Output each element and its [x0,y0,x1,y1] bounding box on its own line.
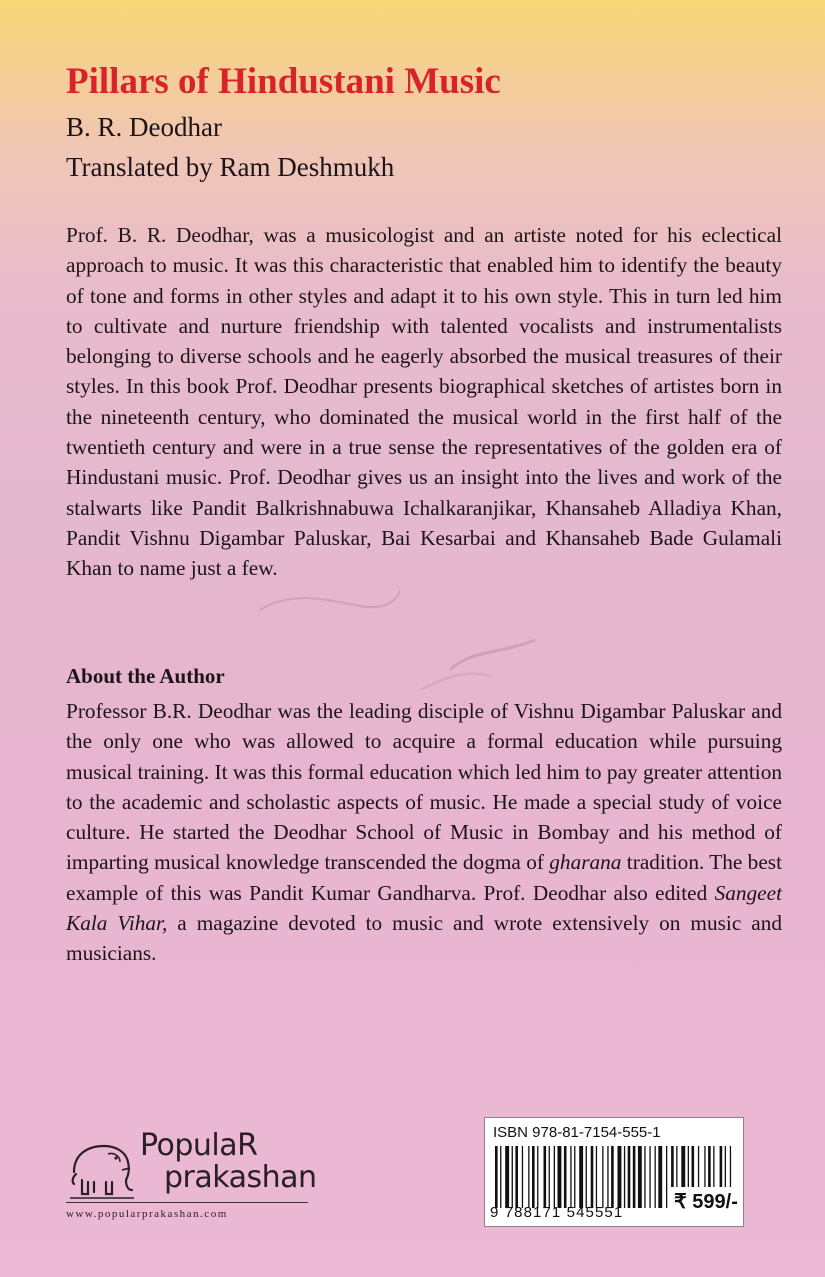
blurb-paragraph: Prof. B. R. Deodhar, was a musicologist and an artiste noted for his eclectical approach to music. It was this characteristic that enabled him to identify the beauty of tone and forms in other styles and adapt it to his own style. This in turn led him to cultivate and nurture friendship with talented vocalists and instrumentalists belonging to diverse schools and he eagerly absorbed the musical treasures of their styles. In this book Prof. Deodhar presents biographical sketches of artistes born in the nineteenth century, who dominated the musical world in the first half of the twentieth century and were in a true sense the representatives of the golden era of Hindustani music. Prof. Deodhar gives us an insight into the lives and work of the stalwarts like Pandit Balkrishnabuwa Ichalkaranjikar, Khansaheb Alladiya Khan, Pandit Vishnu Digambar Paluskar, Bai Kesarbai and Khansaheb Bade Gulamali Khan to name just a few. [66,223,782,581]
barcode-bar [505,1146,509,1208]
book-author: B. R. Deodhar [66,112,222,142]
barcode-bar [628,1146,631,1208]
publisher-logo [66,1128,317,1224]
barcode-bar [596,1146,597,1208]
ean-digits: 9 788171 545551 [490,1204,624,1221]
book-title: Pillars of Hindustani Music [66,61,501,102]
barcode-bar [618,1146,622,1208]
about-italic-gharana: gharana [549,850,622,875]
barcode-bar [591,1146,594,1208]
price-label: ₹ 599/- [670,1187,742,1216]
about-author-paragraph [66,696,782,969]
barcode-bar [607,1146,608,1208]
barcode-bar [537,1146,538,1208]
barcode-bar [574,1146,575,1208]
barcode-bar [624,1146,625,1208]
about-text-part: Professor B.R. Deodhar was the leading disciple of Vishnu Digambar Paluskar and the only one who was allowed to acquire a formal education while pursuing musical training. It was this formal education which led him to pay greater attention to the academic and scholastic aspects of music. He made a special study of voice culture. He started the Deodhar School of Music in Bombay and his method of imparting musical knowledge transcended the dogma of [66,699,782,875]
book-translator: Translated by Ram Deshmukh [66,152,395,182]
barcode-bar [500,1146,501,1208]
barcode-bar [638,1146,642,1208]
barcode-bar [579,1146,583,1208]
barcode-bar [570,1146,571,1208]
barcode-bar [528,1146,529,1208]
barcode-bar [666,1146,667,1208]
about-text-part: tradition. The best example of this was Pandit Kumar Gandharva. Prof. Deodhar also edited [66,850,782,905]
barcode-bar [655,1146,656,1208]
barcode-bar [602,1146,603,1208]
barcode-bar [549,1146,550,1208]
barcode-bar [644,1146,645,1208]
barcode-bar [558,1146,562,1208]
elephant-icon [66,1132,136,1202]
isbn-label: ISBN 978-81-7154-555-1 [493,1124,661,1141]
barcode-bar [495,1146,498,1208]
barcode-bar [649,1146,650,1208]
about-author-heading: About the Author [66,664,225,688]
about-text-part: a magazine devoted to music and wrote extensively on music and musicians. [66,911,783,966]
publisher-name-line1: PopulaR [140,1128,258,1163]
barcode-bar [515,1146,518,1208]
publisher-name-line2: prakashan [164,1160,317,1195]
barcode-bar [633,1146,636,1208]
publisher-rule [66,1202,308,1203]
barcode-bar [532,1146,535,1208]
barcode-bar [564,1146,567,1208]
barcode-bar [544,1146,547,1208]
publisher-url: www.popularprakashan.com [66,1208,228,1220]
barcode-bar [586,1146,587,1208]
barcode-bar [522,1146,523,1208]
barcode-bar [611,1146,614,1208]
about-italic-magazine: Sangeet Kala Vihar, [66,880,782,936]
barcode-bar [658,1146,662,1208]
barcode-bar [512,1146,513,1208]
barcode-bar [554,1146,555,1208]
page-stain [250,580,550,700]
